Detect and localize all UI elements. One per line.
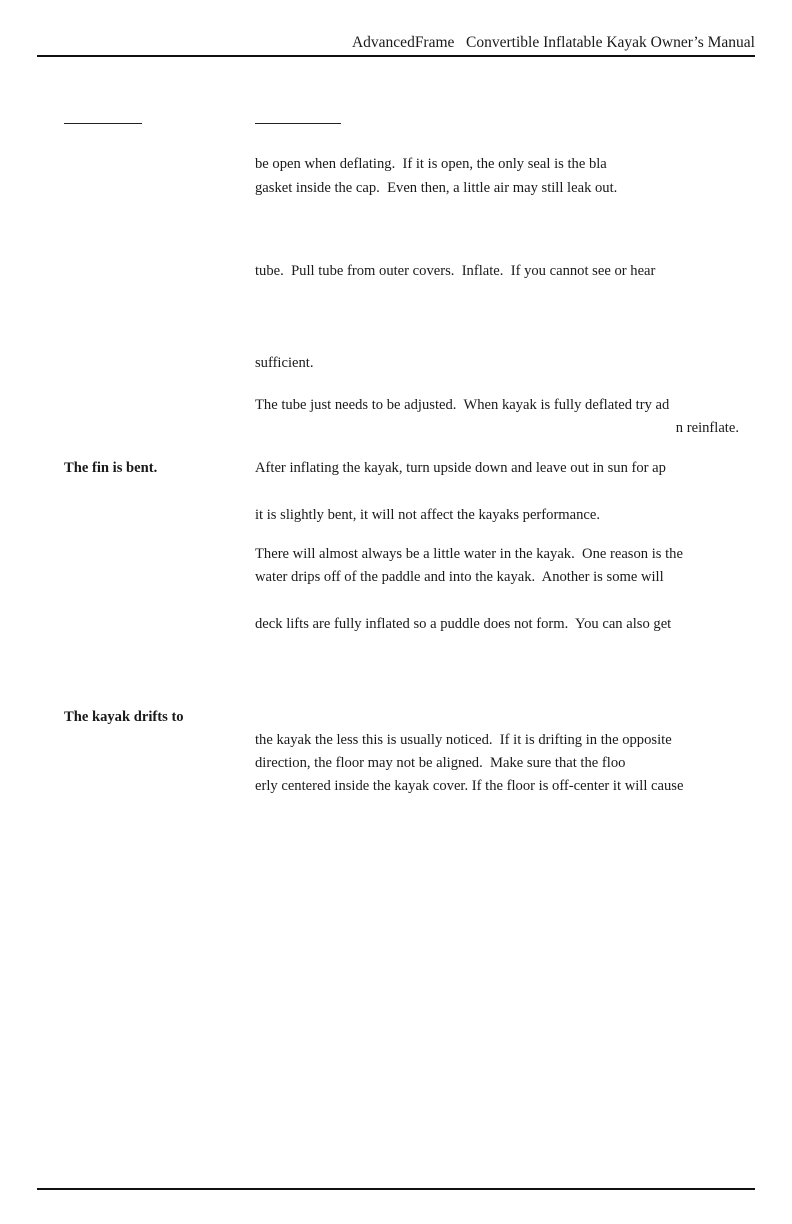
problem-column-rule [64, 123, 142, 124]
text-line: n reinflate. [675, 420, 739, 436]
text-line: There will almost always be a little water in the kayak. One reason is the [255, 546, 683, 562]
text-line: it is slightly bent, it will not affect the kayaks performance. [255, 507, 601, 523]
text-line: The tube just needs to be adjusted. When kayak is fully deflated try ad [255, 397, 670, 413]
problem-label-kayak-drifts: The kayak drifts to [64, 709, 184, 725]
text-line: erly centered inside the kayak cover. If the floor is off-center it will cause [255, 778, 684, 794]
text-line: direction, the floor may not be aligned. Make sure that the floo [255, 755, 626, 771]
problem-label-fin-bent: The fin is bent. [64, 460, 158, 476]
header-rule [37, 55, 755, 57]
text-line: deck lifts are fully inflated so a puddle does not form. You can also get [255, 616, 672, 632]
text-line: After inflating the kayak, turn upside down and leave out in sun for ap [255, 460, 666, 476]
text-line: water drips off of the paddle and into the kayak. Another is some will [255, 569, 664, 585]
text-line: gasket inside the cap. Even then, a little air may still leak out. [255, 180, 618, 196]
footer-rule [37, 1188, 755, 1190]
solution-column-rule [255, 123, 341, 124]
header-title: AdvancedFrame Convertible Inflatable Kayak Owner’s Manual [351, 34, 755, 51]
text-line: the kayak the less this is usually noticed. If it is drifting in the opposite [255, 732, 672, 748]
text-line: be open when deflating. If it is open, the only seal is the bla [255, 156, 607, 172]
text-line: sufficient. [255, 355, 314, 371]
text-line: tube. Pull tube from outer covers. Inflate. If you cannot see or hear [255, 263, 656, 279]
